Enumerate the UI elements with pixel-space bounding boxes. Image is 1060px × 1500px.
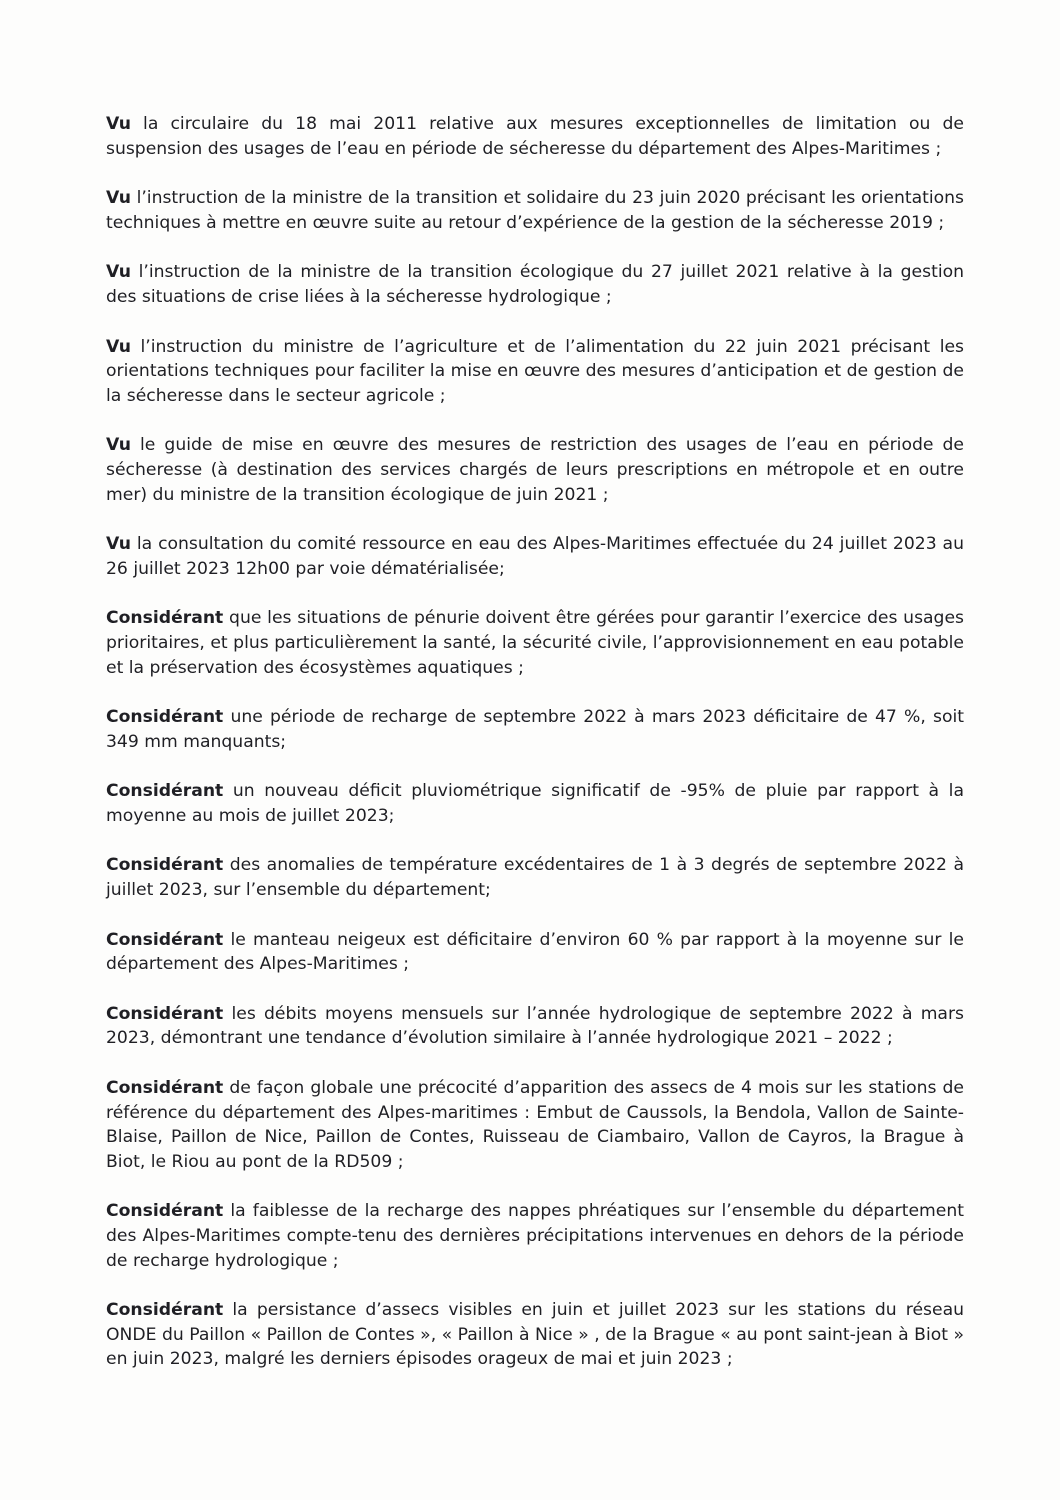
paragraph-keyword: Considérant: [106, 1201, 224, 1222]
vu-paragraph: [106, 260, 964, 309]
paragraph-text: une période de recharge de septembre 2022 à mars 2023 déficitaire de 47 %, soit 349 mm manquants;: [106, 707, 964, 752]
paragraph-keyword: Considérant: [106, 929, 224, 950]
paragraph-text: la persistance d’assecs visibles en juin et juillet 2023 sur les stations du réseau ONDE du Paillon « Paillon de Contes », « Paillon à Nice » , de la Brague « au pont saint-jean à Biot » en juin 2023, malgré les derniers épisodes orageux de mai et juin 2023 ;: [106, 1300, 964, 1370]
paragraph-text: de façon globale une précocité d’apparition des assecs de 4 mois sur les stations de référence du département des Alpes-maritimes : Embut de Caussols, la Bendola, Vallon de Sainte-Blaise, Paillon de Nice, Paillon de Contes, Ruisseau de Ciambairo, Vallon de Cayros, la Brague à Biot, le Riou au pont de la RD509 ;: [106, 1078, 964, 1172]
paragraph-keyword: Vu: [106, 435, 131, 456]
paragraph-text: la faiblesse de la recharge des nappes phréatiques sur l’ensemble du département des Alpes-Maritimes compte-tenu des dernières précipitations intervenues en dehors de la période de recharge hydrologique ;: [106, 1201, 964, 1271]
paragraph-keyword: Considérant: [106, 781, 224, 802]
vu-paragraph: [106, 433, 964, 507]
document-body: [106, 112, 964, 1397]
considerant-paragraph: [106, 928, 964, 977]
paragraph-keyword: Vu: [106, 114, 131, 134]
paragraph-keyword: Considérant: [106, 1078, 224, 1099]
paragraph-text: que les situations de pénurie doivent être gérées pour garantir l’exercice des usages prioritaires, et plus particulièrement la santé, la sécurité civile, l’approvisionnement en eau potable et la préservation des écosystèmes aquatiques ;: [106, 608, 964, 678]
considerant-paragraph: [106, 705, 964, 754]
paragraph-text: le guide de mise en œuvre des mesures de restriction des usages de l’eau en période de sécheresse (à destination des services chargés de leurs prescriptions en métropole et en outre mer) du ministre de la transition écologique de juin 2021 ;: [106, 435, 964, 505]
vu-paragraph: [106, 532, 964, 581]
paragraph-keyword: Considérant: [106, 608, 224, 629]
paragraph-keyword: Vu: [106, 336, 131, 357]
paragraph-text: l’instruction de la ministre de la transition et solidaire du 23 juin 2020 précisant les orientations techniques à mettre en œuvre suite au retour d’expérience de la gestion de la sécheresse 2019 ;: [106, 188, 964, 233]
paragraph-text: des anomalies de température excédentaires de 1 à 3 degrés de septembre 2022 à juillet 2023, sur l’ensemble du département;: [106, 855, 964, 901]
vu-paragraph: [106, 186, 964, 235]
considerant-paragraph: [106, 1298, 964, 1372]
paragraph-text: la circulaire du 18 mai 2011 relative aux mesures exceptionnelles de limitation ou de suspension des usages de l’eau en période de sécheresse du département des Alpes-Maritimes ;: [106, 114, 964, 159]
paragraph-keyword: Considérant: [106, 707, 224, 728]
paragraph-keyword: Considérant: [106, 855, 224, 876]
paragraph-text: l’instruction de la ministre de la transition écologique du 27 juillet 2021 relative à la gestion des situations de crise liées à la sécheresse hydrologique ;: [106, 262, 964, 307]
paragraph-keyword: Vu: [106, 262, 131, 283]
paragraph-keyword: Vu: [106, 188, 131, 209]
considerant-paragraph: [106, 1199, 964, 1273]
vu-paragraph: [106, 335, 964, 409]
considerant-paragraph: [106, 1002, 964, 1051]
paragraph-text: un nouveau déficit pluviométrique significatif de -95% de pluie par rapport à la moyenne au mois de juillet 2023;: [106, 781, 964, 826]
paragraph-keyword: Considérant: [106, 1003, 224, 1024]
paragraph-text: les débits moyens mensuels sur l’année hydrologique de septembre 2022 à mars 2023, démontrant une tendance d’évolution similaire à l’année hydrologique 2021 – 2022 ;: [106, 1003, 964, 1049]
considerant-paragraph: [106, 779, 964, 828]
paragraph-text: l’instruction du ministre de l’agriculture et de l’alimentation du 22 juin 2021 précisant les orientations techniques pour faciliter la mise en œuvre des mesures d’anticipation et de gestion de la sécheresse dans le secteur agricole ;: [106, 336, 964, 406]
paragraph-keyword: Considérant: [106, 1300, 224, 1321]
considerant-paragraph: [106, 1076, 964, 1174]
paragraph-keyword: Vu: [106, 534, 131, 555]
paragraph-text: la consultation du comité ressource en eau des Alpes-Maritimes effectuée du 24 juillet 2023 au 26 juillet 2023 12h00 par voie dématérialisée;: [106, 534, 964, 579]
considerant-paragraph: [106, 853, 964, 902]
vu-paragraph: [106, 112, 964, 161]
paragraph-text: le manteau neigeux est déficitaire d’environ 60 % par rapport à la moyenne sur le département des Alpes-Maritimes ;: [106, 929, 964, 975]
considerant-paragraph: [106, 606, 964, 680]
